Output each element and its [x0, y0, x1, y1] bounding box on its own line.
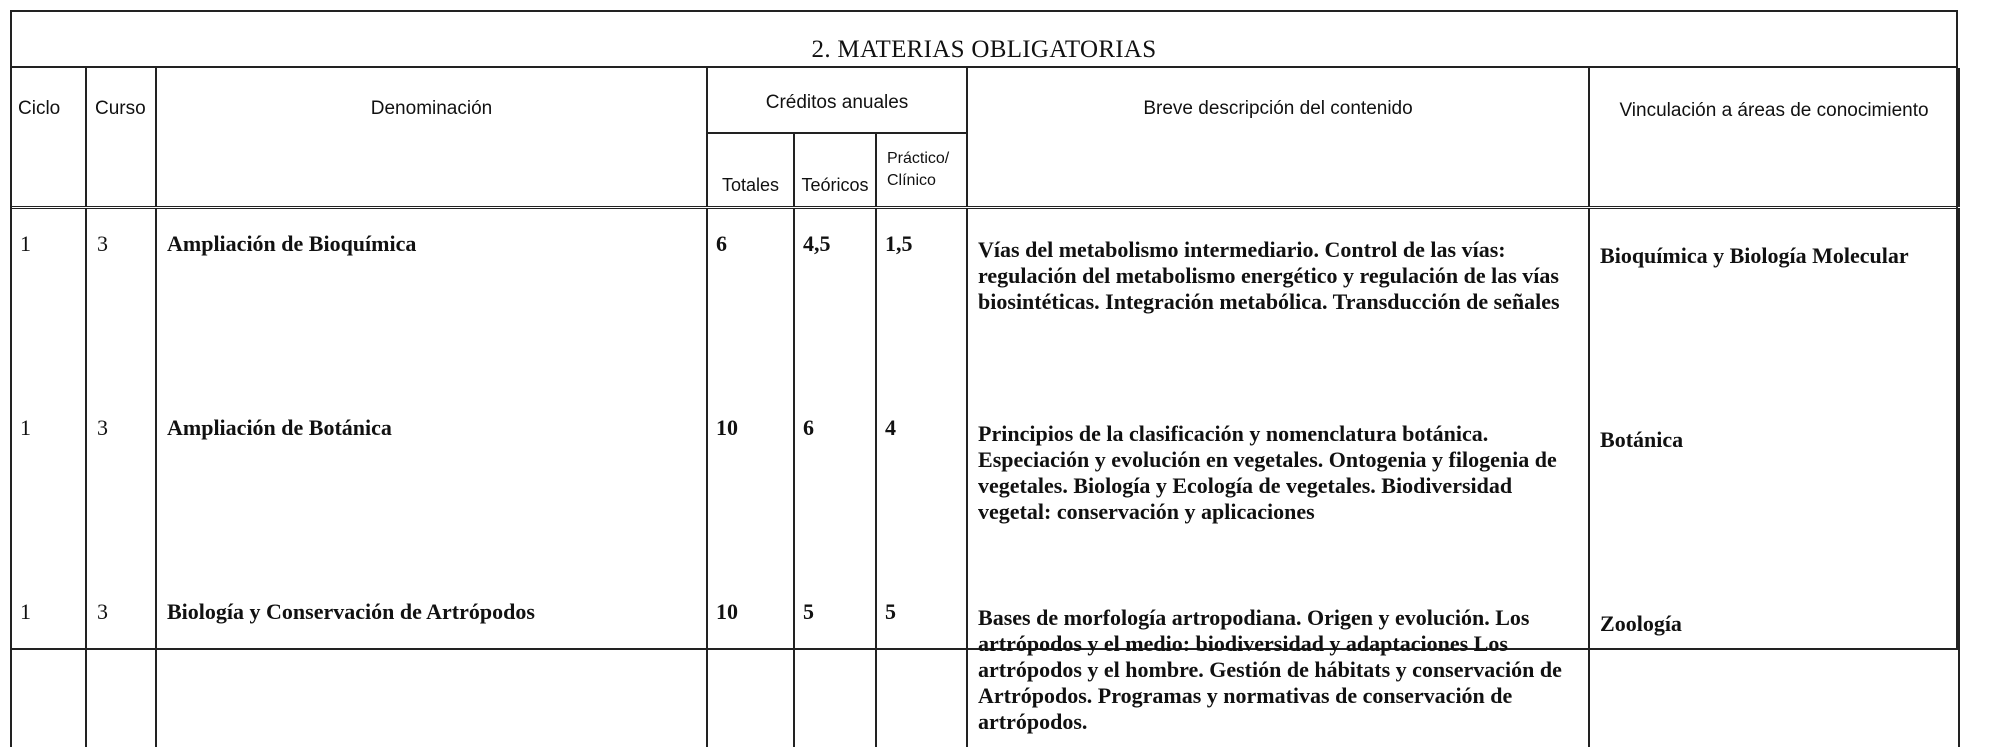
- subjects-table: [10, 68, 1960, 747]
- cell-descripcion: Vías del metabolismo intermediario. Control de las vías: regulación del metabolismo energético y regulación de las vías biosintéticas. Integración metabólica. Transducción de señales: [967, 208, 1589, 394]
- header-vinculacion: Vinculación a áreas de conocimiento: [1589, 68, 1959, 208]
- header-curso: Curso: [86, 68, 156, 208]
- cell-totales: 10: [707, 577, 794, 747]
- cell-denominacion: Biología y Conservación de Artrópodos: [156, 577, 707, 747]
- table-row: [11, 393, 1959, 577]
- cell-curso: 3: [86, 393, 156, 577]
- cell-area: Zoología: [1589, 577, 1959, 747]
- cell-practico: 5: [876, 577, 967, 747]
- cell-denominacion: Ampliación de Botánica: [156, 393, 707, 577]
- cell-curso: 3: [86, 208, 156, 394]
- cell-practico: 1,5: [876, 208, 967, 394]
- cell-teoricos: 4,5: [794, 208, 876, 394]
- cell-totales: 10: [707, 393, 794, 577]
- header-teoricos: Teóricos: [794, 133, 876, 208]
- cell-area: Bioquímica y Biología Molecular: [1589, 208, 1959, 394]
- table-row: [11, 208, 1959, 394]
- header-descripcion: Breve descripción del contenido: [967, 68, 1589, 208]
- cell-teoricos: 6: [794, 393, 876, 577]
- cell-descripcion: Bases de morfología artropodiana. Origen y evolución. Los artrópodos y el medio: biodiversidad y adaptaciones Los artrópodos y el hombre. Gestión de hábitats y conservación de Artrópodos. Programas y normativas de conservación de artrópodos.: [967, 577, 1589, 747]
- cell-descripcion: Principios de la clasificación y nomenclatura botánica. Especiación y evolución en vegetales. Ontogenia y filogenia de vegetales. Biología y Ecología de vegetales. Biodiversidad vegetal: conservación y aplicaciones: [967, 393, 1589, 577]
- header-creditos-anuales: Créditos anuales: [707, 68, 967, 133]
- cell-curso: 3: [86, 577, 156, 747]
- header-practico-line1: Práctico/: [887, 150, 950, 167]
- cell-ciclo: 1: [11, 208, 86, 394]
- header-denominacion: Denominación: [156, 68, 707, 208]
- cell-area: Botánica: [1589, 393, 1959, 577]
- header-practico-line2: Clínico: [887, 172, 936, 189]
- header-totales: Totales: [707, 133, 794, 208]
- table-row: [11, 577, 1959, 747]
- header-practico-clinico: [876, 133, 967, 208]
- cell-ciclo: 1: [11, 393, 86, 577]
- page-title: 2. MATERIAS OBLIGATORIAS: [10, 10, 1958, 68]
- header-ciclo: Ciclo: [11, 68, 86, 208]
- cell-teoricos: 5: [794, 577, 876, 747]
- cell-totales: 6: [707, 208, 794, 394]
- cell-practico: 4: [876, 393, 967, 577]
- cell-ciclo: 1: [11, 577, 86, 747]
- cell-denominacion: Ampliación de Bioquímica: [156, 208, 707, 394]
